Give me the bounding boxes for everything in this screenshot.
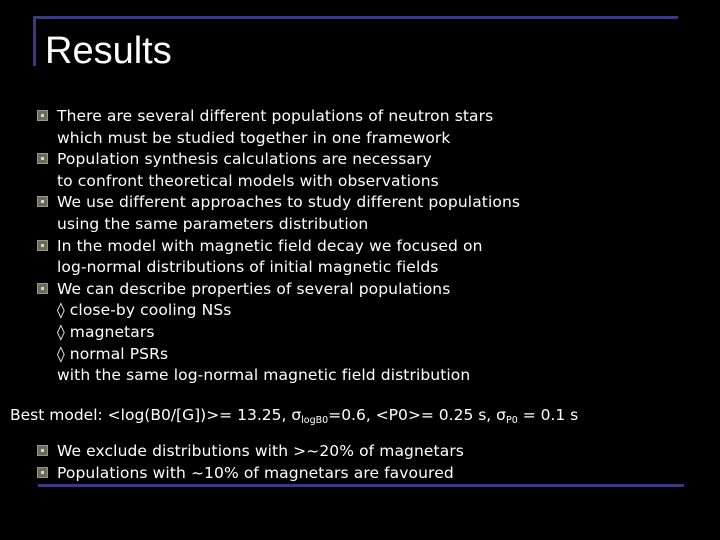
conclusion-item: We exclude distributions with >~20% of magnetars [57,441,464,463]
sub-item: ◊ normal PSRs [57,344,169,363]
bullet-icon [37,153,48,164]
best-model-line: Best model: <log(B0/[G])>= 13.25, $\sigma_{logB0}=0.6$, <P0>= 0.25 s, $\sigma_{P0} = 0.1$ s [10,406,579,426]
bullet-icon [37,445,48,456]
bullet-item: We can describe properties of several populations [57,279,520,301]
conclusion-list [57,441,464,484]
bullet-item: Population synthesis calculations are necessary [57,149,520,171]
bullet-item: There are several different populations of neutron stars [57,106,520,128]
bullet-icon [37,283,48,294]
bottom-rule [38,484,684,487]
sub-item: ◊ magnetars [57,322,155,341]
sub-tail: with the same log-normal magnetic field distribution [57,366,471,385]
bullet-icon [37,110,48,121]
bullet-continuation: to confront theoretical models with observations [57,171,439,190]
bullet-icon [37,467,48,478]
conclusion-item: Populations with ~10% of magnetars are favoured [57,463,464,485]
bullet-continuation: using the same parameters distribution [57,214,369,233]
bullet-item: We use different approaches to study different populations [57,192,520,214]
bullet-icon [37,240,48,251]
sub-item: ◊ close-by cooling NSs [57,301,232,320]
bullet-continuation: log-normal distributions of initial magnetic fields [57,258,439,277]
title-top-rule [33,16,678,19]
title-left-rule [33,16,36,66]
bullet-item: In the model with magnetic field decay we focused on [57,236,520,258]
slide-title: Results [45,30,172,72]
bullet-continuation: which must be studied together in one framework [57,128,451,147]
bullet-icon [37,196,48,207]
bullet-list [57,106,520,387]
